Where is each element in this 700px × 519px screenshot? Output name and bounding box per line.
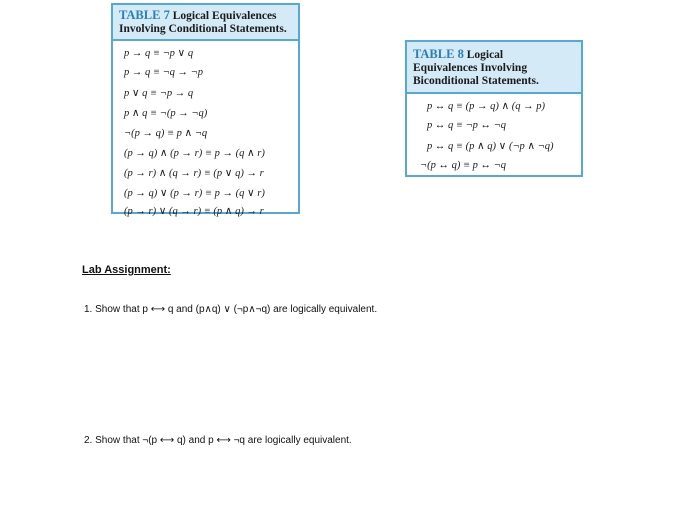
table-8-row: p ↔ q ≡ (p → q) ∧ (q → p) bbox=[427, 101, 546, 112]
table-7-number: TABLE 7 bbox=[119, 8, 170, 22]
table-7-row: (p → q) ∧ (p → r) ≡ p → (q ∧ r) bbox=[124, 148, 265, 159]
table-7-row: (p → r) ∧ (q → r) ≡ (p ∨ q) → r bbox=[124, 168, 264, 179]
table-8-number: TABLE 8 bbox=[413, 47, 464, 61]
table-7-conditional-equivalences bbox=[111, 3, 300, 217]
table-8-biconditional-equivalences bbox=[405, 40, 583, 177]
table-8-header bbox=[407, 42, 581, 94]
table-7-row: p → q ≡ ¬q → ¬p bbox=[124, 67, 204, 78]
table-8-row: p ↔ q ≡ ¬p ↔ ¬q bbox=[427, 120, 507, 131]
table-7-row: (p → r) ∨ (q → r) ≡ (p ∧ q) → r bbox=[124, 206, 264, 217]
lab-assignment-title: Lab Assignment: bbox=[82, 264, 171, 276]
question-2: 2. Show that ¬(p ⟷ q) and p ⟷ ¬q are logically equivalent. bbox=[84, 435, 352, 446]
table-8-row: p ↔ q ≡ (p ∧ q) ∨ (¬p ∧ ¬q) bbox=[427, 141, 554, 152]
table-8-title-line1: Logical bbox=[466, 49, 504, 61]
table-8-title-line2: Equivalences Involving bbox=[413, 62, 528, 74]
table-7-row: p → q ≡ ¬p ∨ q bbox=[124, 48, 194, 59]
table-7-title-line2: Involving Conditional Statements. bbox=[119, 23, 287, 35]
table-7-header bbox=[113, 5, 298, 41]
table-7-row: ¬(p → q) ≡ p ∧ ¬q bbox=[124, 128, 208, 139]
table-8-row: ¬(p ↔ q) ≡ p ↔ ¬q bbox=[420, 160, 506, 171]
table-7-title-line1: Logical Equivalences bbox=[172, 10, 277, 22]
table-7-row: (p → q) ∨ (p → r) ≡ p → (q ∨ r) bbox=[124, 188, 265, 199]
table-7-row: p ∧ q ≡ ¬(p → ¬q) bbox=[124, 108, 208, 119]
question-1: 1. Show that p ⟷ q and (p∧q) ∨ (¬p∧¬q) are logically equivalent. bbox=[84, 304, 378, 315]
table-8-title-line3: Biconditional Statements. bbox=[413, 75, 539, 87]
table-7-row: p ∨ q ≡ ¬p → q bbox=[124, 88, 194, 99]
